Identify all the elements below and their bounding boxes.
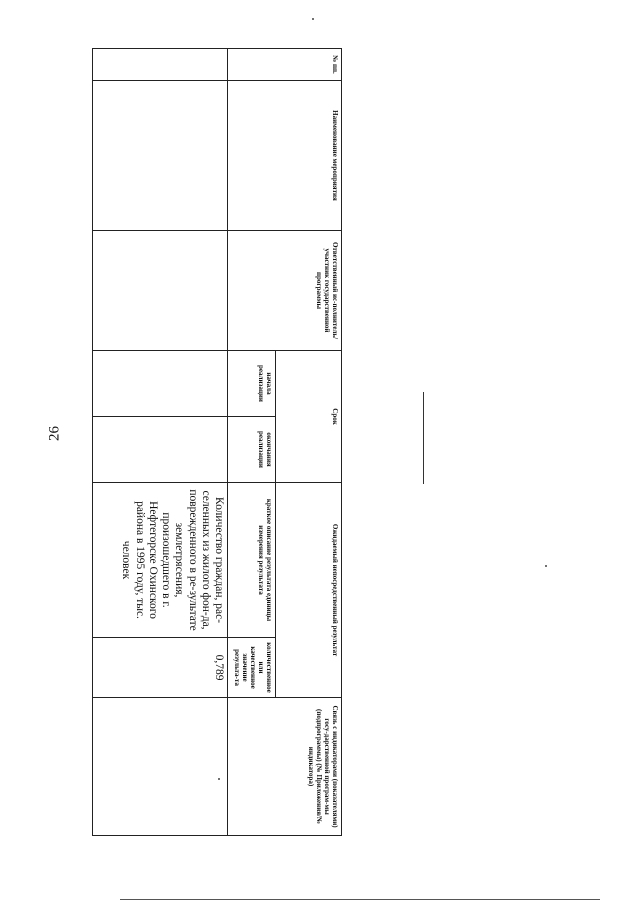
header-expected-result: Ожидаемый непосредственный результат xyxy=(276,483,342,698)
row-result-description: Количество граждан, рас-селенных из жилого фон-да, поврежденного в ре-зультате землетрясения, произошедшего в г. Нефтегорске Охинского района в 1995 году, тыс. человек xyxy=(93,483,228,638)
table-row xyxy=(93,49,228,836)
row-responsible xyxy=(93,231,228,351)
row-term-start xyxy=(93,351,228,417)
header-result-quantity: количественное или качественное значение результа-та xyxy=(228,638,276,698)
row-name xyxy=(93,81,228,231)
header-num: № пп. xyxy=(228,49,342,81)
scan-artifact-line xyxy=(423,392,424,484)
header-result-description: краткое описание результата единицы измерения результата xyxy=(228,483,276,638)
header-term: Срок xyxy=(276,351,342,483)
rotated-page-content xyxy=(92,48,342,835)
header-row-1 xyxy=(276,49,342,836)
scan-speck xyxy=(545,565,547,567)
header-name: Наименование мероприятия xyxy=(228,81,342,231)
header-indicator-link: Связь с индикаторами (показателями) госу-дарственной програм-мы (подпрограммы) (№ Приложения/№ индикатора) xyxy=(228,698,342,836)
header-responsible: Ответственный ис-полнитель/участник государственной программы xyxy=(228,231,342,351)
scan-speck xyxy=(312,18,314,20)
row-num xyxy=(93,49,228,81)
scan-speck xyxy=(218,778,220,780)
header-term-start: начала реализации xyxy=(228,351,276,417)
row-term-end xyxy=(93,417,228,483)
row-result-quantity: 0,789 xyxy=(93,638,228,698)
row-indicator xyxy=(93,698,228,836)
scan-bottom-edge xyxy=(120,899,600,900)
header-term-end: окончания реализации xyxy=(228,417,276,483)
page-number: 26 xyxy=(46,426,63,441)
program-table xyxy=(92,48,342,836)
